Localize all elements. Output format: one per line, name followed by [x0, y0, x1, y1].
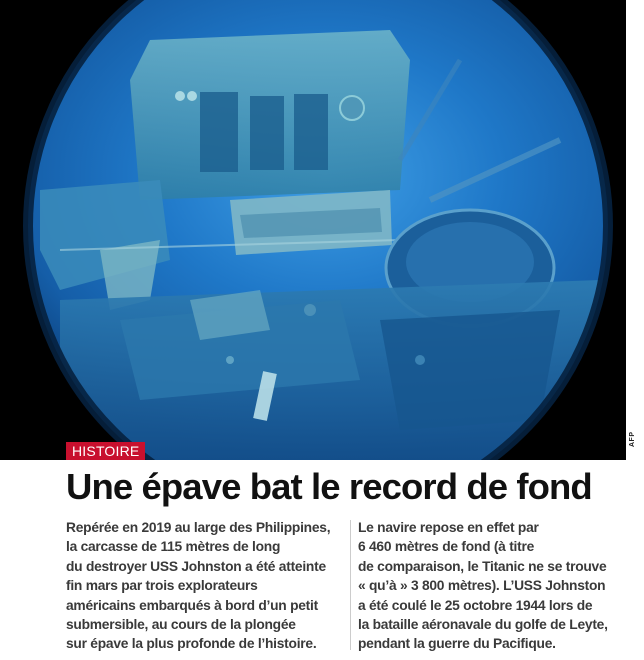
- text-line: du destroyer USS Johnston a été atteinte: [66, 558, 326, 574]
- photo-credit: AFP: [629, 431, 636, 447]
- text-line: submersible, au cours de la plongée: [66, 617, 296, 633]
- text-line: pendant la guerre du Pacifique.: [358, 636, 556, 652]
- article-column-right: [358, 518, 626, 654]
- text-line: fin mars par trois explorateurs: [66, 578, 258, 594]
- text-line: « qu’à » 3 800 mètres). L’USS Johnston: [358, 578, 606, 594]
- headline: Une épave bat le record de fond: [66, 466, 592, 507]
- section-rubric: HISTOIRE: [66, 442, 145, 460]
- column-divider: [350, 520, 351, 650]
- text-line: 6 460 mètres de fond (à titre: [358, 539, 535, 555]
- text-line: sur épave la plus profonde de l’histoire.: [66, 636, 317, 652]
- text-line: Repérée en 2019 au large des Philippines,: [66, 520, 331, 535]
- text-line: la bataille aéronavale du golfe de Leyte,: [358, 617, 608, 633]
- text-line: la carcasse de 115 mètres de long: [66, 539, 281, 555]
- text-line: de comparaison, le Titanic ne se trouve: [358, 558, 607, 574]
- text-line: Le navire repose en effet par: [358, 520, 539, 535]
- article-column-left: [66, 518, 348, 654]
- text-line: a été coulé le 25 octobre 1944 lors de: [358, 597, 593, 613]
- text-line: américains embarqués à bord d’un petit: [66, 597, 318, 613]
